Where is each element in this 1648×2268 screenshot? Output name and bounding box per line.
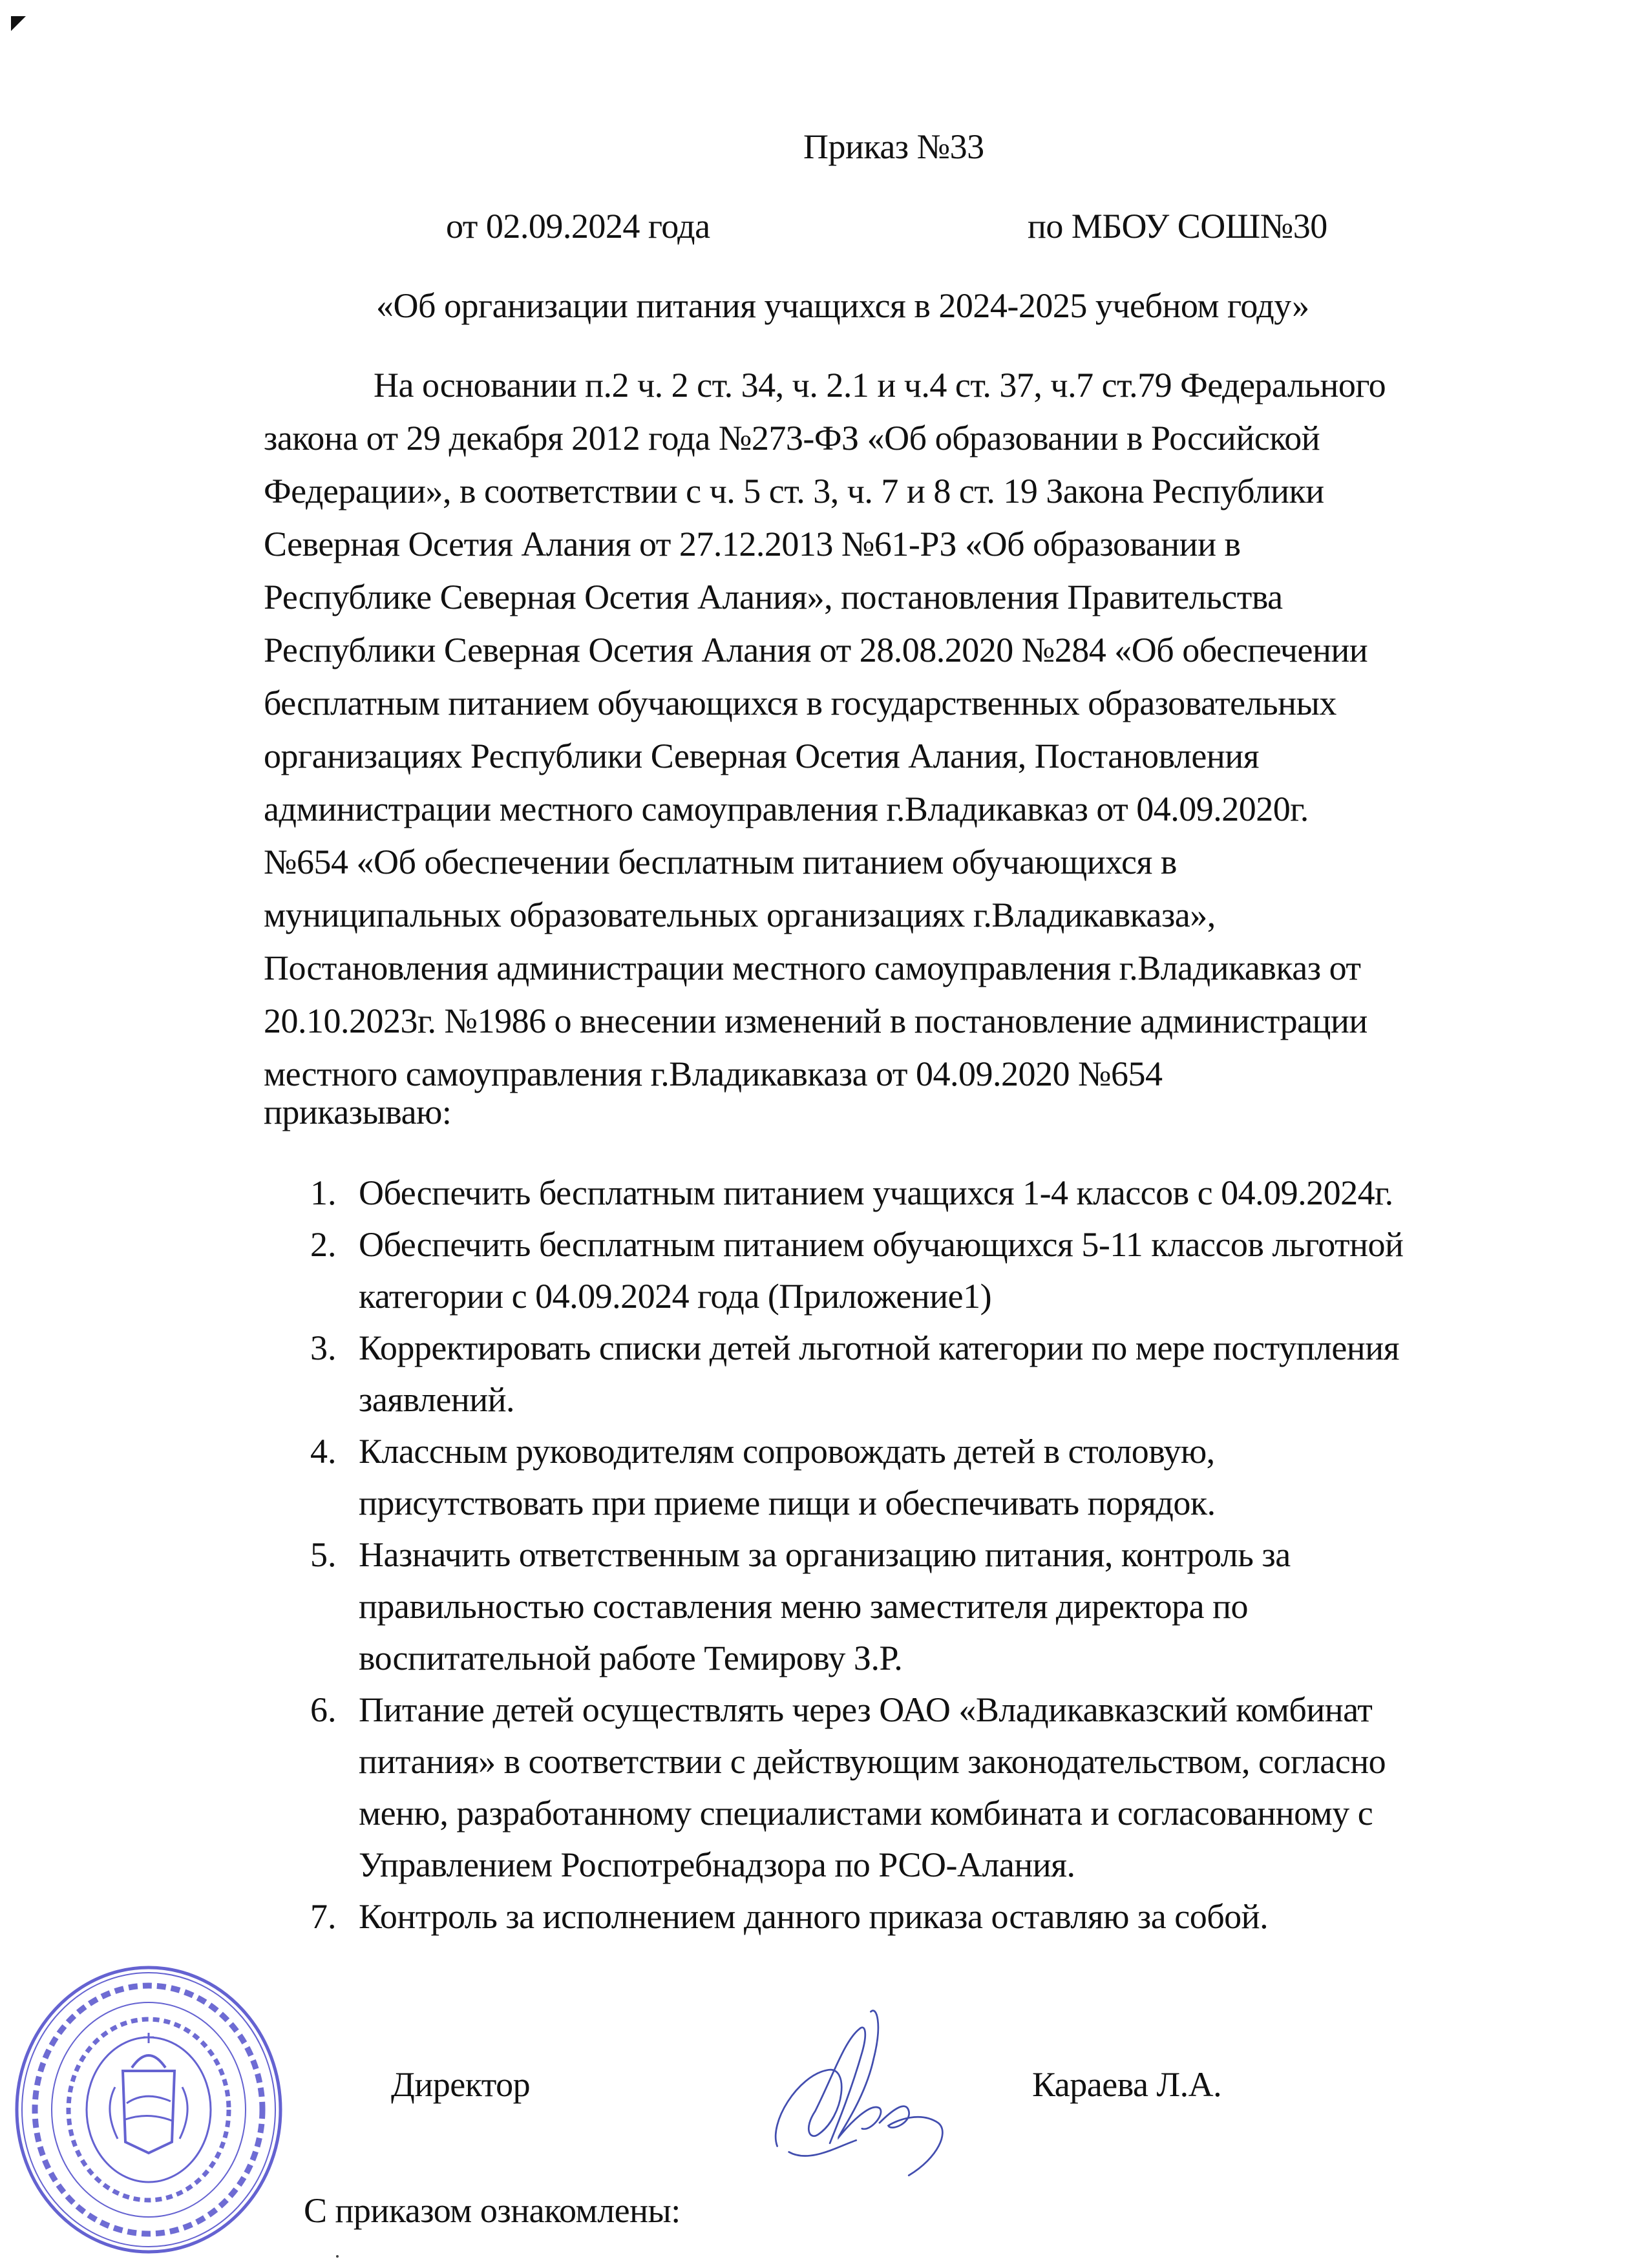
order-item-number: 6.	[310, 1690, 337, 1729]
order-item-line: питания» в соответствии с действующим законодательством, согласно	[359, 1742, 1386, 1781]
scan-corner-mark	[11, 16, 26, 31]
document-title: Приказ №33	[803, 127, 984, 166]
preamble-line: бесплатным питанием обучающихся в государственных образовательных	[264, 684, 1336, 722]
stamp-lettering-band-inner	[69, 2019, 229, 2200]
preamble-line: Северная Осетия Алания от 27.12.2013 №61-РЗ «Об образовании в	[264, 525, 1241, 563]
preamble-line: местного самоуправления г.Владикавказа от 04.09.2020 №654	[264, 1055, 1163, 1093]
order-item-line: присутствовать при приеме пищи и обеспечивать порядок.	[359, 1484, 1216, 1522]
director-role: Директор	[391, 2065, 531, 2104]
preamble-line: №654 «Об обеспечении бесплатным питанием обучающихся в	[264, 843, 1177, 881]
preamble-line: Республики Северная Осетия Алания от 28.08.2020 №284 «Об обеспечении	[264, 631, 1368, 669]
order-item-line: заявлений.	[359, 1380, 515, 1419]
preamble-line: На основании п.2 ч. 2 ст. 34, ч. 2.1 и ч.4 ст. 37, ч.7 ст.79 Федерального	[374, 366, 1386, 404]
stamp-outer-ring-inner	[22, 1973, 275, 2247]
stamp-outer-ring	[17, 1968, 280, 2252]
order-item-number: 5.	[310, 1535, 337, 1574]
order-item-line: Классным руководителям сопровождать детей в столовую,	[359, 1432, 1215, 1471]
preamble-line: закона от 29 декабря 2012 года №273-ФЗ «Об образовании в Российской	[264, 419, 1320, 457]
order-item-line: Обеспечить бесплатным питанием обучающихся 5-11 классов льготной	[359, 1225, 1404, 1264]
order-item-number: 4.	[310, 1432, 337, 1471]
preamble-line: муниципальных образовательных организациях г.Владикавказа»,	[264, 896, 1216, 934]
preamble-line: 20.10.2023г. №1986 о внесении изменений в постановление администрации	[264, 1002, 1368, 1040]
official-stamp	[13, 1964, 284, 2255]
document-subject: «Об организации питания учащихся в 2024-2025 учебном году»	[376, 286, 1309, 325]
acquainted-label: С приказом ознакомлены:	[304, 2191, 681, 2230]
director-signature	[763, 2003, 1008, 2184]
preamble-line: Федерации», в соответствии с ч. 5 ст. 3, ч. 7 и 8 ст. 19 Закона Республики	[264, 472, 1324, 510]
order-item-line: Контроль за исполнением данного приказа оставляю за собой.	[359, 1897, 1269, 1936]
order-item-number: 1.	[310, 1173, 337, 1212]
preamble-line: организациях Республики Северная Осетия Алания, Постановления	[264, 737, 1259, 775]
order-item-line: воспитательной работе Темирову З.Р.	[359, 1639, 903, 1677]
order-item-line: правильностью составления меню заместителя директора по	[359, 1587, 1249, 1626]
order-item-line: меню, разработанному специалистами комбината и согласованному с	[359, 1794, 1373, 1832]
document-date: от 02.09.2024 года	[446, 207, 710, 246]
preamble-line: Постановления администрации местного самоуправления г.Владикавказ от	[264, 949, 1361, 987]
stamp-inner-ring	[87, 2037, 211, 2182]
order-item-line: Назначить ответственным за организацию питания, контроль за	[359, 1535, 1291, 1574]
preamble-line: администрации местного самоуправления г.Владикавказ от 04.09.2020г.	[264, 790, 1309, 828]
order-word: приказываю:	[264, 1093, 452, 1131]
document-organization: по МБОУ СОШ№30	[1028, 207, 1327, 246]
order-item-line: Обеспечить бесплатным питанием учащихся 1-4 классов с 04.09.2024г.	[359, 1173, 1393, 1212]
stamp-emblem-shield	[123, 2071, 174, 2153]
director-name: Караева Л.А.	[1032, 2065, 1222, 2104]
order-item-line: Питание детей осуществлять через ОАО «Владикавказский комбинат	[359, 1690, 1373, 1729]
order-item-line: Управлением Роспотребнадзора по РСО-Алания.	[359, 1845, 1075, 1884]
order-item-line: Корректировать списки детей льготной категории по мере поступления	[359, 1328, 1399, 1367]
order-item-number: 7.	[310, 1897, 337, 1936]
order-item-number: 3.	[310, 1328, 337, 1367]
scan-speck	[336, 2255, 339, 2258]
preamble-line: Республике Северная Осетия Алания», постановления Правительства	[264, 578, 1283, 616]
order-item-number: 2.	[310, 1225, 337, 1264]
stamp-emblem-crown	[132, 2055, 165, 2068]
order-item-line: категории с 04.09.2024 года (Приложение1)	[359, 1277, 992, 1316]
